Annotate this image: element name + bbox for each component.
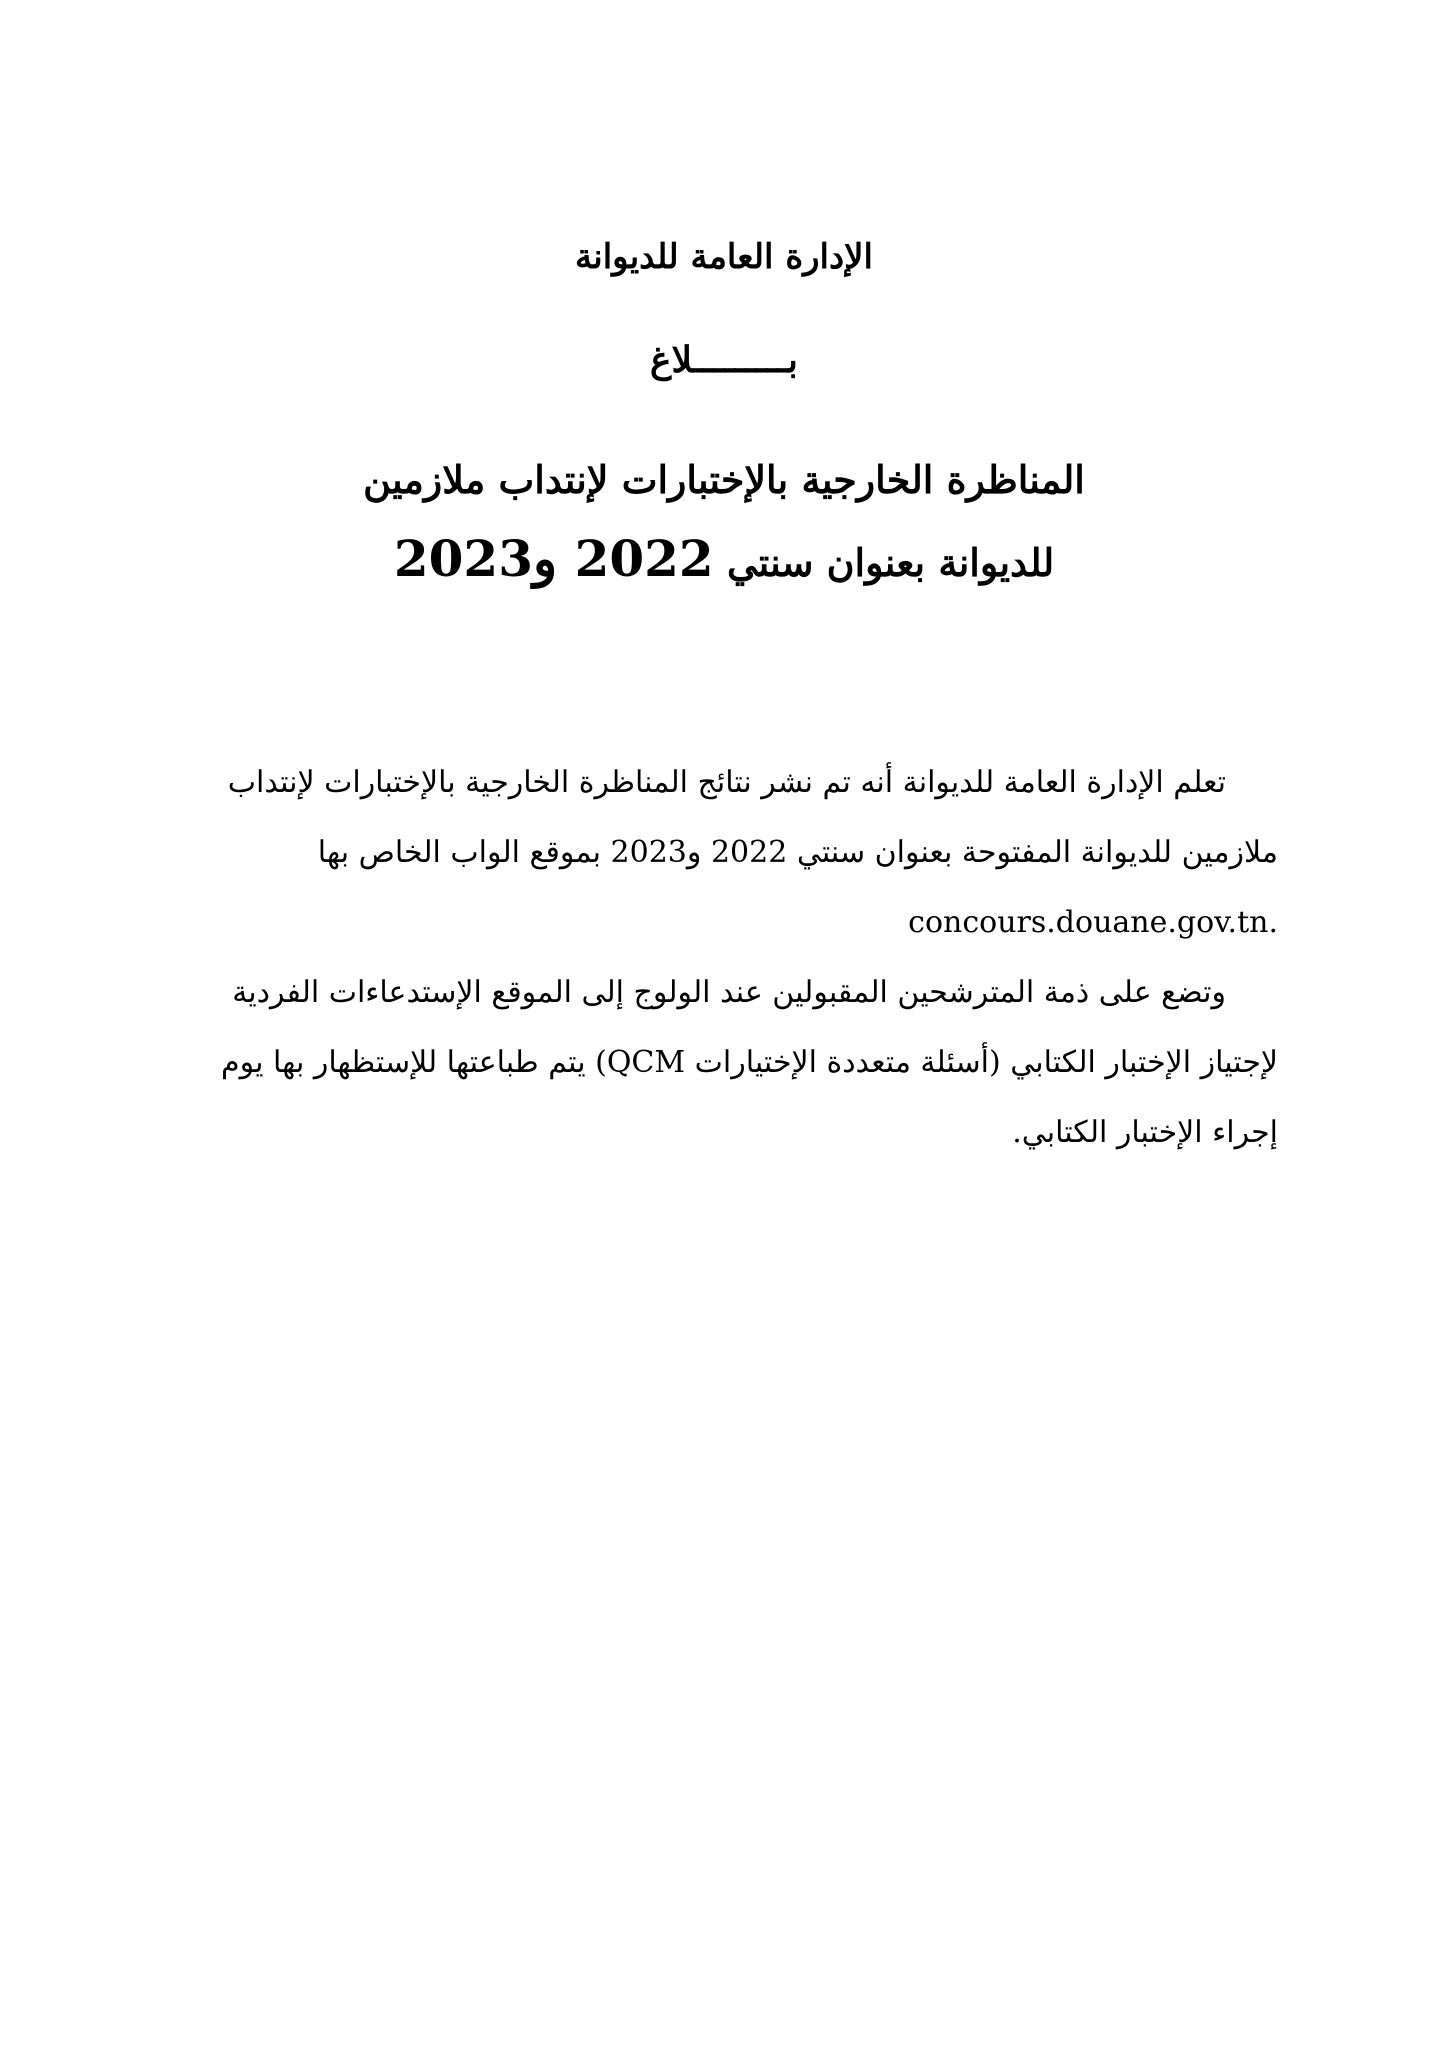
- convocation-line-1: وتضع على ذمة المترشحين المقبولين عند الولوج إلى الموقع الإستدعاءات الفردية: [232, 975, 1226, 1010]
- announcement-paragraph: [170, 748, 1278, 958]
- issuing-authority: الإدارة العامة للديوانة: [575, 237, 873, 277]
- qcm-acronym: QCM: [606, 1045, 686, 1080]
- subject-title-line-1: المناظرة الخارجية بالإختبارات لإنتداب ملازمين: [363, 457, 1085, 502]
- convocation-line-2b: ) يتم طباعتها للإستظهار بها يوم: [221, 1045, 607, 1080]
- subject-title-line-2: [0, 530, 1448, 592]
- announcement-line-1: تعلم الإدارة العامة للديوانة أنه تم نشر نتائج المناظرة الخارجية بالإختبارات لإنتداب: [227, 765, 1226, 800]
- convocation-line-2a: لإجتياز الإختبار الكتابي (أسئلة متعددة الإختيارات: [694, 1045, 1278, 1080]
- convocation-line-3: إجراء الإختبار الكتابي.: [1012, 1115, 1278, 1150]
- convocation-paragraph: [170, 958, 1278, 1168]
- subject-title-line-2-text: للديوانة بعنوان سنتي: [726, 540, 1055, 585]
- announcement-line-2: ملازمين للديوانة المفتوحة بعنوان سنتي 2022 و2023 بموقع الواب الخاص بها: [317, 835, 1278, 870]
- website-address: concours.douane.gov.tn.: [908, 905, 1278, 940]
- subject-title-years: 2022 و2023: [393, 529, 714, 588]
- notice-heading: بـــــــــلاغ: [650, 339, 798, 381]
